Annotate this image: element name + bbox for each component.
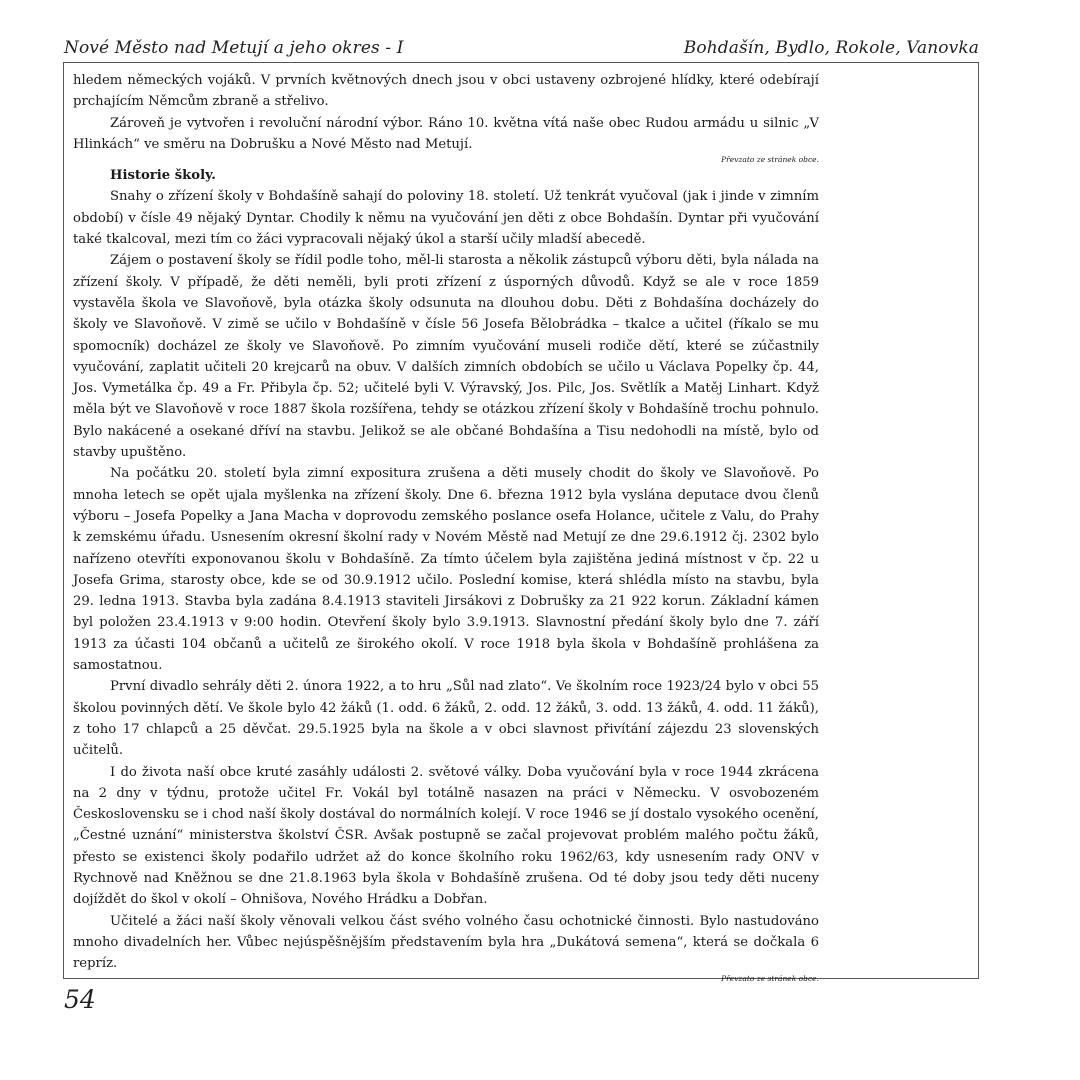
paragraph: I do života naší obce kruté zasáhly události 2. světové války. Doba vyučování byla v roce 1944 zkrácena na 2 dny v týdnu, protože učitel Fr. Vokál byl totálně nasazen na práci v Německu. V osvobozeném Československu se i chod naší školy dostával do normálních kolejí. V roce 1946 se jí dostalo vysokého ocenění, „Čestné uznání“ ministerstva školství ČSR. Avšak postupně se začal projevovat problém malého počtu žáků, přesto se existenci školy podařilo udržet až do konce školního roku 1962/63, kdy usnesením rady ONV v Rychnově nad Kněžnou se dne 21.8.1963 byla škola v Bohdašíně zrušena. Od té doby jsou tedy děti nuceny dojíždět do škol v okolí – Ohnišova, Nového Hrádku a Dobřan. [73, 764, 819, 908]
paragraph: Zároveň je vytvořen i revoluční národní výbor. Ráno 10. května vítá naše obec Rudou armádu u silnic „V Hlinkách“ ve směru na Dobrušku a Nové Město nad Metují. [73, 115, 819, 152]
paragraph: První divadlo sehrály děti 2. února 1922, a to hru „Sůl nad zlato“. Ve školním roce 1923/24 bylo v obci 55 školou povinných dětí. Ve škole bylo 42 žáků (1. odd. 6 žáků, 2. odd. 12 žáků, 3. odd. 13 žáků, 4. odd. 11 žáků), z toho 17 chlapců a 25 děvčat. 29.5.1925 byla na škole a v obci slavnost přivítání zájezdu 23 slovenských učitelů. [73, 679, 819, 759]
paragraph: hledem německých vojáků. V prvních květnových dnech jsou v obci ustaveny ozbrojené hlídky, které odebírají prchajícím Němcům zbraně a střelivo. [73, 73, 819, 110]
paragraph: Zájem o postavení školy se řídil podle toho, měl-li starosta a několik zástupců výboru děti, byla nálada na zřízení školy. V případě, že děti neměli, byli proti zřízení z úsporných důvodů. Když se ale v roce 1859 vystavěla škola ve Slavoňově, byla otázka školy odsunuta na dlouhou dobu. Děti z Bohdašína docházely do školy ve Slavoňově. V zimě se učilo v Bohdašíně v čísle 56 Josefa Bělobrádka – tkalce a učitel (říkalo se mu spomocník) docházel ze školy ve Slavoňově. Po zimním vyučování museli rodiče dětí, které se zúčastnily vyučování, zaplatit učiteli 20 krejcarů na obuv. V dalších zimních obdobích se učilo u Václava Popelky čp. 44, Jos. Vymetálka čp. 49 a Fr. Přibyla čp. 52; učitelé byli V. Výravský, Jos. Pilc, Jos. Světlík a Matěj Linhart. Když měla být ve Slavoňově v roce 1887 škola rozšířena, tehdy se otázkou zřízení školy v Bohdašíně trochu pohnulo. Bylo nakácené a osekané dříví na stavbu. Jelikož se ale občané Bohdašína a Tisu nedohodli na místě, bylo od stavby upuštěno. [73, 253, 819, 461]
page-body [73, 70, 819, 984]
paragraph: Učitelé a žáci naší školy věnovali velkou část svého volného času ochotnické činnosti. Bylo nastudováno mnoho divadelních her. Vůbec nejúspěšnějším představením byla hra „Dukátová semena“, která se dočkala 6 repríz. [73, 913, 819, 972]
source-note: Převzato ze stránek obce. [721, 155, 819, 165]
section-title: Historie školy. [110, 168, 216, 184]
running-header-right: Bohdašín, Bydlo, Rokole, Vanovka [683, 38, 979, 58]
running-header-left: Nové Město nad Metují a jeho okres - I [64, 38, 404, 58]
source-note: Převzato ze stránek obce. [721, 974, 819, 984]
paragraph: Na počátku 20. století byla zimní expositura zrušena a děti musely chodit do školy ve Slavoňově. Po mnoha letech se opět ujala myšlenka na zřízení školy. Dne 6. března 1912 byla vyslána deputace dvou členů výboru – Josefa Popelky a Jana Macha v doprovodu zemského poslance osefa Holance, učitele z Valu, do Prahy k zemskému úřadu. Usnesením okresní školní rady v Novém Městě nad Metují ze dne 29.6.1912 čj. 2302 bylo nařízeno otevříti exponovanou školu v Bohdašíně. Za tímto účelem byla zajištěna jediná místnost v čp. 22 u Josefa Grima, starosty obce, kde se od 30.9.1912 učilo. Poslední komise, která shlédla místo na stavbu, byla 29. ledna 1913. Stavba byla zadána 8.4.1913 staviteli Jirsákovi z Dobrušky za 21 922 korun. Základní kámen byl položen 23.4.1913 v 9:00 hodin. Otevření školy bylo 3.9.1913. Slavnostní předání školy bylo dne 7. září 1913 za účasti 104 občanů a učitelů ze širokého okolí. V roce 1918 byla škola v Bohdašíně prohlášena za samostatnou. [73, 466, 819, 674]
page-number: 54 [64, 985, 96, 1014]
paragraph: Snahy o zřízení školy v Bohdašíně sahají do poloviny 18. století. Už tenkrát vyučoval (jak i jinde v zimním období) v čísle 49 nějaký Dyntar. Chodily k němu na vyučování jen děti z obce Bohdašín. Dyntar při vyučování také tkalcoval, mezi tím co žáci vypracovali nějaký úkol a starší učily mladší abecedě. [73, 189, 819, 248]
